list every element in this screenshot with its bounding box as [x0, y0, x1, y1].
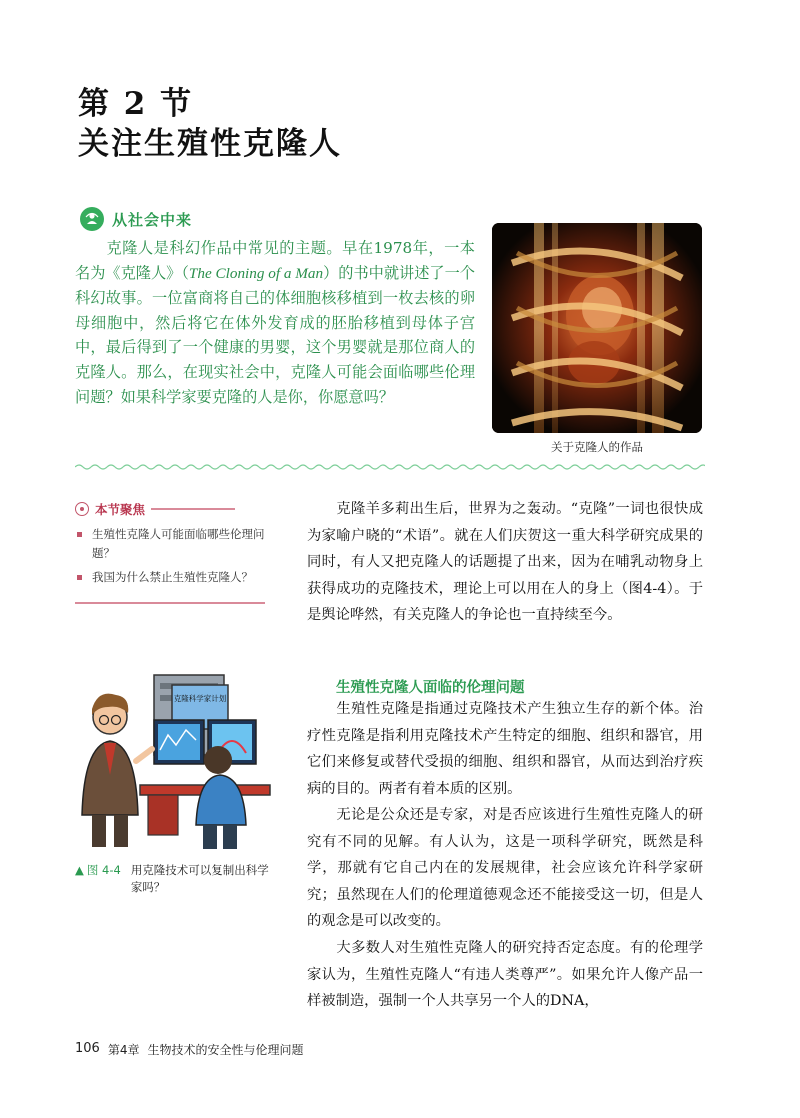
- focus-heading-label: 本节聚焦: [95, 502, 146, 517]
- society-heading-label: 从社会中来: [112, 210, 193, 229]
- scientist-cartoon: [68, 665, 278, 855]
- bullet-icon: [77, 575, 82, 580]
- bullet-icon: [77, 532, 82, 537]
- society-story: [75, 236, 475, 409]
- focus-item-text: 生殖性克隆人可能面临哪些伦理问题？: [92, 527, 265, 560]
- focus-item-text: 我国为什么禁止生殖性克隆人？: [92, 570, 253, 584]
- clone-artwork-photo: [492, 223, 702, 433]
- triangle-icon: ▲: [75, 863, 84, 877]
- photo-caption: 关于克隆人的作品: [551, 440, 643, 454]
- figure-caption: [75, 862, 275, 896]
- page-title: 关注生殖性克隆人: [78, 126, 342, 162]
- definition-paragraph: [307, 696, 703, 802]
- society-text-b: ）的书中就讲述了一个科幻故事。一位富商将自己的体细胞核移植到一枚去核的卵母细胞中，然后将它在体外发育成的胚胎移植到母体子宫中，最后得到了一个健康的男婴，这个男婴就是那位商人的克隆人。那么，在现实社会中，克隆人可能会面临哪些伦理问题？如果科学家要克隆的人是你，你愿意吗？: [75, 263, 475, 406]
- objection-text: 大多数人对生殖性克隆人的研究持否定态度。有的伦理学家认为，生殖性克隆人“有违人类尊严”。如果允许人像产品一样被制造，强制一个人共享另一个人的DNA，: [307, 940, 703, 1009]
- definition-text: 生殖性克隆是指通过克隆技术产生独立生存的新个体。治疗性克隆是指利用克隆技术产生特定的细胞、组织和器官，用它们来修复或替代受损的细胞、组织和器官，从而达到治疗疾病的目的。两者有着本质的区别。: [307, 701, 703, 797]
- society-text-a: 克隆人是科幻作品中常见的主题。早在1978年，一本名为《克隆人》（: [75, 239, 475, 282]
- section-number: 第 2 节: [78, 86, 194, 122]
- page-number: 106: [75, 1041, 100, 1056]
- focus-heading: [75, 500, 235, 518]
- intro-paragraph: [307, 496, 703, 629]
- opinion-text: 无论是公众还是专家，对是否应该进行生殖性克隆人的研究有不同的见解。有人认为，这是一项科学研究，既然是科学，那就有它自己内在的发展规律，社会应该允许科学家研究；虽然现在人们的伦理道德观念还不能接受这一切，但是人的观念是可以改变的。: [307, 807, 703, 929]
- page-footer: [75, 1041, 303, 1058]
- society-heading: [80, 207, 192, 231]
- focus-bottom-rule: [75, 602, 265, 604]
- chapter-title: 生物技术的安全性与伦理问题: [147, 1043, 304, 1057]
- subsection-heading: 生殖性克隆人面临的伦理问题: [336, 680, 525, 696]
- target-icon: [75, 502, 89, 516]
- focus-item: [75, 568, 265, 587]
- objection-paragraph: [307, 935, 703, 1015]
- book-title-english: The Cloning of a Man: [188, 264, 324, 282]
- focus-item: [75, 525, 265, 563]
- people-icon: [80, 207, 104, 231]
- figure-label: 图 4-4: [86, 863, 121, 877]
- opinion-paragraph: [307, 802, 703, 935]
- focus-rule: [151, 508, 235, 510]
- intro-text: 克隆羊多莉出生后，世界为之轰动。“克隆”一词也很快成为家喻户晓的“术语”。就在人们庆贺这一重大科学研究成果的同时，有人又把克隆人的话题提了出来，因为在哺乳动物身上获得成功的克隆技术，理论上可以用在人的身上（图4-4）。于是舆论哗然，有关克隆人的争论也一直持续至今。: [307, 501, 703, 623]
- chapter-number: 第4章: [107, 1043, 140, 1057]
- figure-caption-text: 用克隆技术可以复制出科学家吗？: [130, 863, 269, 894]
- board-text: 克隆科学家计划: [173, 694, 227, 703]
- wave-divider: [75, 462, 705, 472]
